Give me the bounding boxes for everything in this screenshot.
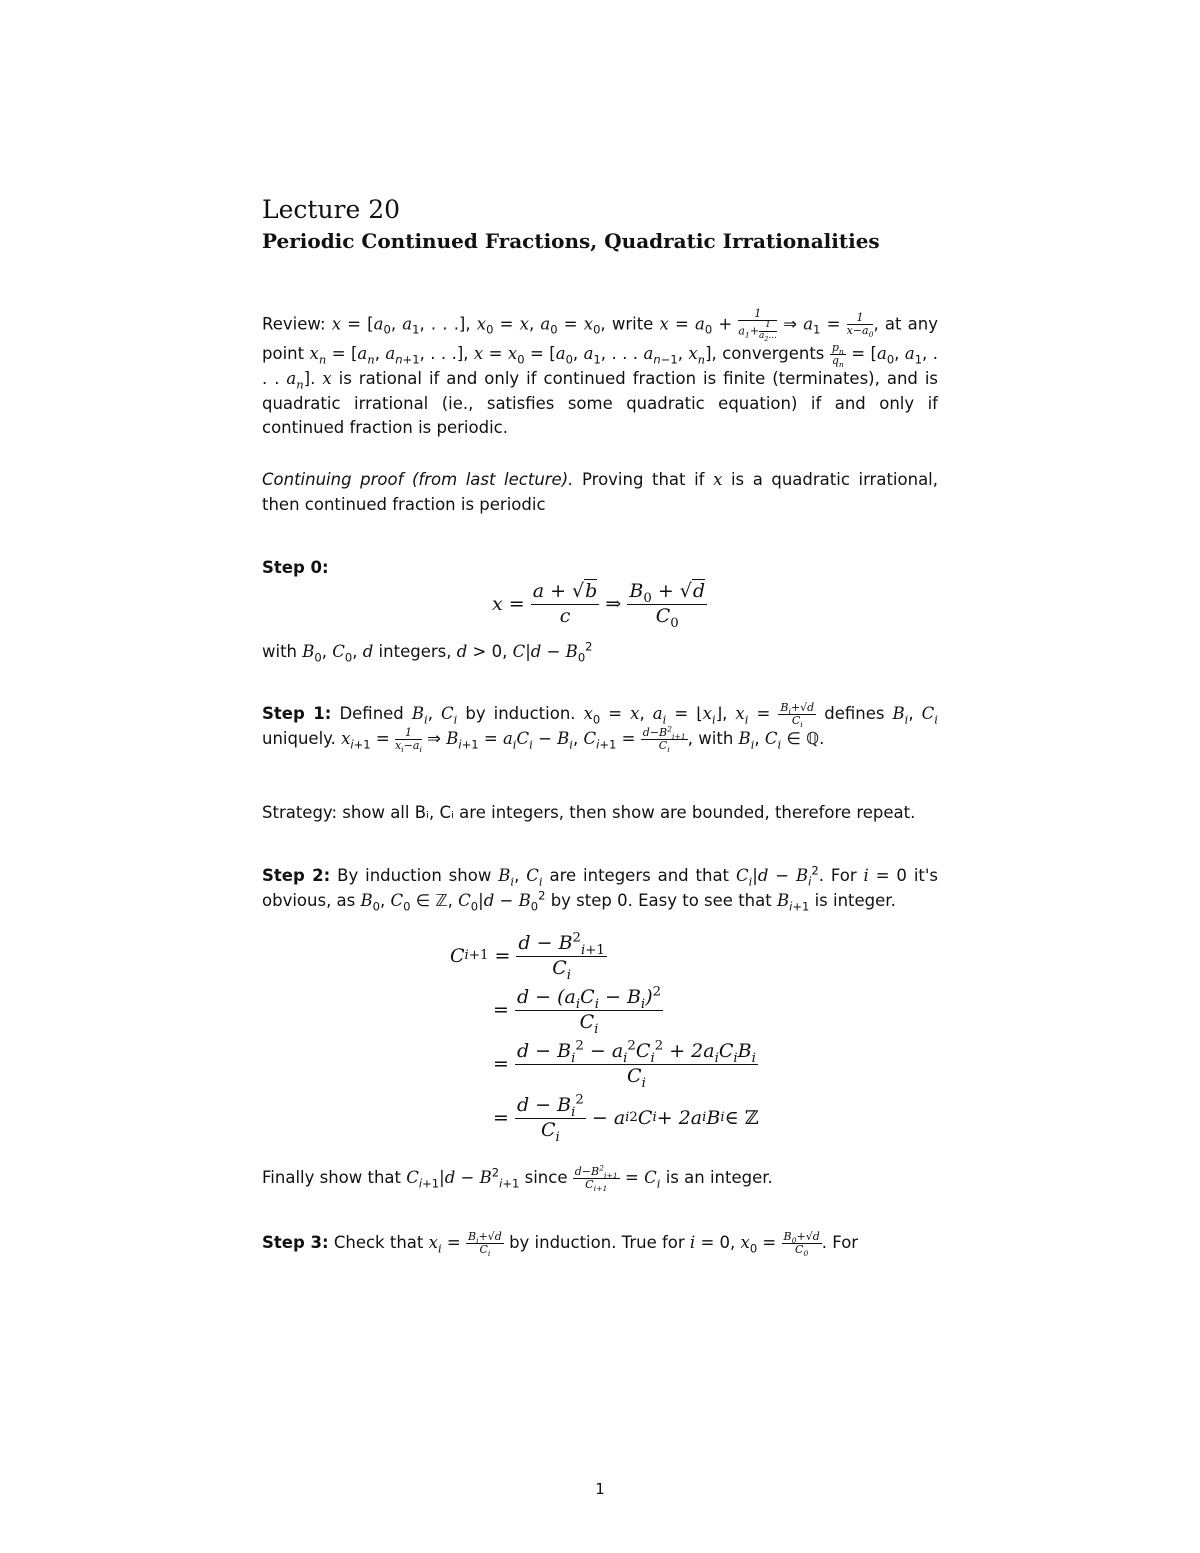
- review-paragraph: Review: $x = [a_0$, $a_1$, . . .], $x_0 = x$, $a_0 = x_0$, write $x = a_0$ + 1 $a_1+$ $\frac{1}{a_2...}$ ⇒ $a_1$ = $\frac{1}{x-a_0}$ , at any point $x_n = [a_n$, $a_{n+1}$, . . .], $x = x_0 = [a_0$, $a_1$, . . . $a_{n-1}$, $x_n$], convergents $\frac{p_n}{q_n}$ = [$a_0$, $a_1$, . . . $a_n$]. x is rational if and only if continued fraction is finite (terminates), and is quadratic irrational (ie., satisfies some quadratic equation) if and only if continued fraction is periodic.: [262, 307, 939, 438]
- continuing-text-a: Proving that if: [581, 470, 705, 489]
- step3-paragraph: Step 3: Check that $x_i$ = $\frac{B_i+√d}{C_i}$ by induction. True for i = 0, $x_0$ = $\frac{B_0+√d}{C_0}$ . For: [262, 1230, 859, 1259]
- step0-label: Step 0:: [262, 558, 329, 577]
- step3-t1: Check that: [333, 1233, 424, 1253]
- finally-t2: since: [524, 1168, 568, 1188]
- eq-line-4: = $\frac{d - B_i^2}{C_i}$ − a i 2 C i + 2a i B i ∈ ℤ: [493, 1092, 759, 1145]
- step2-t1: By induction show: [337, 866, 492, 885]
- step0-heading: [262, 556, 938, 581]
- step1-t4: uniquely.: [262, 729, 336, 749]
- step0-with: with: [262, 642, 298, 661]
- review-line2-prefix: at any point: [262, 314, 938, 363]
- step0-after: with $B_0$, $C_0$, d integers, d > 0, $C|d - B_0^2$: [262, 639, 593, 665]
- eq-line-3: = $\frac{d - B_i^2 - a_i^2C_i^2 + 2a_iC_iB_i}{C_i}$: [493, 1038, 756, 1091]
- step3-label: Step 3:: [262, 1233, 329, 1253]
- step1-t1: Defined: [339, 704, 404, 724]
- step2-t3: For: [830, 866, 857, 885]
- review-label: Review:: [262, 314, 326, 334]
- step2-t4: it's obvious, as: [262, 866, 939, 910]
- page-number: 1: [595, 1480, 605, 1498]
- continuing-italic: Continuing proof (from last lecture).: [262, 470, 574, 489]
- lecture-subtitle: Periodic Continued Fractions, Quadratic Irrationalities: [262, 229, 880, 253]
- eq-line-2: = $\frac{d - (a_iC_i - B_i)^2}{C_i}$: [493, 984, 662, 1037]
- review-rational-text: is rational if and only if continued fraction is finite (terminates), and is quadratic irrational (ie., satisfies some quadratic equation) if and only if continued fraction is periodic.: [262, 369, 939, 438]
- finally-paragraph: Finally show that $C_{i+1}|d - B^2_{i+1}$ since $\frac{d-B^2_{i+1}}{C_{i+1}}$ = $C_i$ is an integer.: [262, 1163, 773, 1194]
- lecture-title: Lecture 20: [262, 195, 401, 224]
- step1-t2: by induction.: [465, 704, 576, 724]
- step2-t5: by step 0. Easy to see that: [550, 890, 772, 910]
- continuing-text-b: is a quadratic irrational, then continued fraction is periodic: [262, 470, 939, 514]
- continuing-paragraph: Continuing proof (from last lecture). Proving that if x is a quadratic irrational, then continued fraction is periodic: [262, 470, 939, 514]
- step3-t2: by induction. True for: [509, 1233, 685, 1253]
- step1-t5: with: [698, 729, 734, 749]
- step1-t3: defines: [824, 704, 885, 724]
- step2-t2: are integers and that: [549, 866, 730, 885]
- step2-t6: is integer.: [814, 890, 896, 910]
- strategy-paragraph: Strategy: show all Bᵢ, Cᵢ are integers, then show are bounded, therefore repeat.: [262, 803, 916, 822]
- review-convergents: convergents: [722, 343, 825, 363]
- step1-paragraph: Step 1: Defined $B_i$, $C_i$ by induction. $x_0 = x$, $a_i$ = $⌊x_i⌋$, $x_i$ = $\frac{B_i+√d}{C_i}$ defines $B_i$, $C_i$ uniquely. $x_{i+1}$ = $\frac{1}{x_i-a_i}$ ⇒ $B_{i+1} = a_iC_i - B_i$, $C_{i+1}$ = $\frac{d-B^2_{i+1}}{C_i}$ , with $B_i$, $C_i$ ∈ ℚ.: [262, 701, 938, 755]
- step0-equation: x = $\frac{a + √b}{c}$ ⇒ $\frac{B_0 + √d}{C_0}$: [492, 580, 706, 631]
- finally-t1: Finally show that: [262, 1168, 402, 1188]
- finally-t3: is an integer.: [665, 1168, 773, 1188]
- eq-line-1: C i+1 = $\frac{d - B^2_{i+1}}{C_i}$: [450, 930, 605, 983]
- step2-paragraph: Step 2: By induction show $B_i$, $C_i$ are integers and that $C_i|d - B_i^2$. For i = 0 it's obvious, as $B_0$, $C_0$ ∈ ℤ, $C_0|d - B_0^2$ by step 0. Easy to see that $B_{i+1}$ is integer.: [262, 863, 939, 913]
- step2-label: Step 2:: [262, 866, 331, 885]
- step3-t3: For: [832, 1233, 859, 1253]
- step1-label: Step 1:: [262, 704, 332, 724]
